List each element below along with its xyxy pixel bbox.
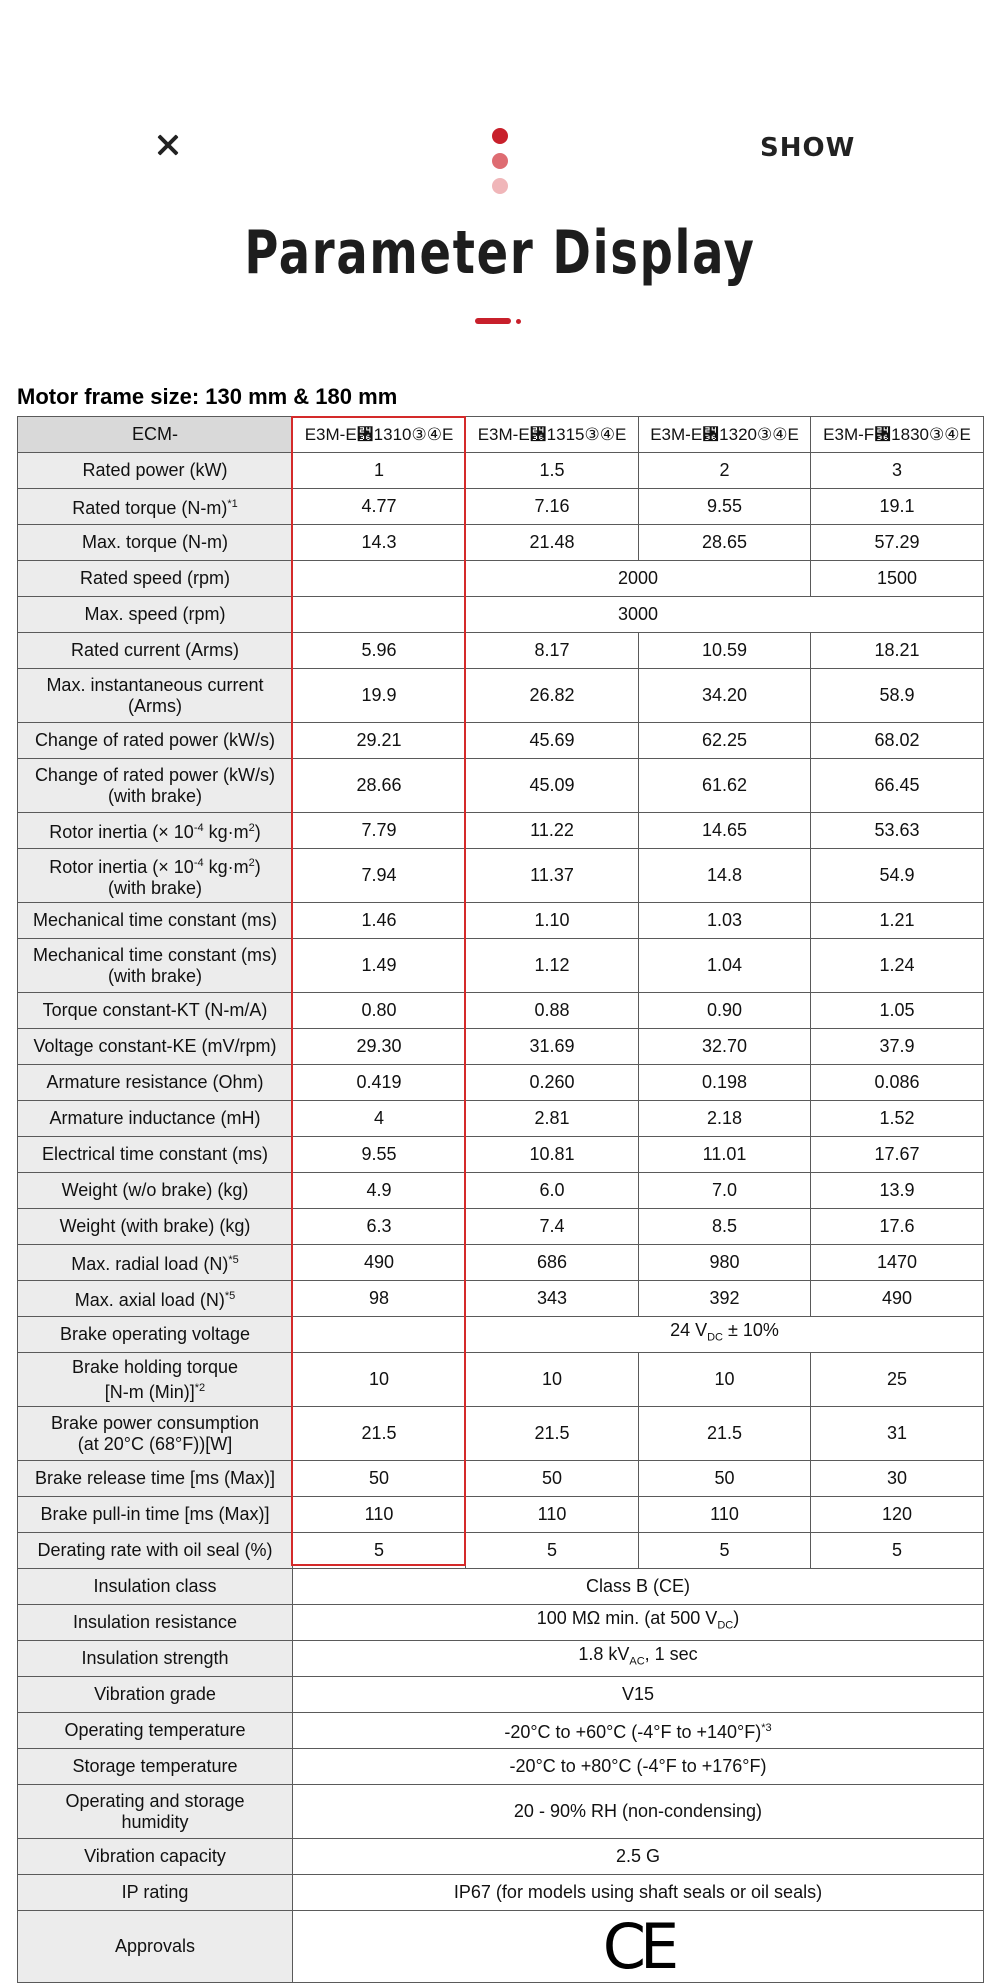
row-label-line: (with brake) bbox=[107, 965, 203, 986]
table-row bbox=[18, 1407, 984, 1461]
table-row bbox=[18, 1029, 984, 1065]
cell-value: 20 - 90% RH (non-condensing) bbox=[293, 1785, 984, 1839]
row-label-line: Mechanical time constant (ms) bbox=[32, 944, 278, 965]
cell-value: 2.5 G bbox=[293, 1839, 984, 1875]
cell-value: 1.03 bbox=[639, 903, 811, 939]
cell-value: 1.5 bbox=[466, 453, 639, 489]
model-header: E3M-E␶1320③④E bbox=[639, 417, 811, 453]
table-row bbox=[18, 1713, 984, 1749]
cell-value: 5 bbox=[811, 1533, 984, 1569]
cell-value: 1.49 bbox=[293, 939, 466, 993]
footnote-mark: *5 bbox=[228, 1254, 239, 1266]
table-row bbox=[18, 1497, 984, 1533]
row-label-text: Rotor inertia (× 10 bbox=[49, 822, 194, 842]
row-label: Armature resistance (Ohm) bbox=[18, 1065, 293, 1101]
cell-value: 19.9 bbox=[293, 669, 466, 723]
row-label bbox=[18, 1245, 293, 1281]
row-label: Electrical time constant (ms) bbox=[18, 1137, 293, 1173]
row-label bbox=[18, 939, 293, 993]
table-row bbox=[18, 993, 984, 1029]
table-header-row bbox=[18, 417, 984, 453]
row-label-line: Operating and storage bbox=[65, 1790, 245, 1811]
footnote-mark: *5 bbox=[224, 1290, 236, 1302]
cell-value: 98 bbox=[293, 1281, 466, 1317]
row-label: Rated speed (rpm) bbox=[18, 561, 293, 597]
cell-value: 1.52 bbox=[811, 1101, 984, 1137]
cell-value: 32.70 bbox=[639, 1029, 811, 1065]
model-header: E3M-F␶1830③④E bbox=[811, 417, 984, 453]
cell-value: 45.69 bbox=[466, 723, 639, 759]
cell-value: 0.80 bbox=[293, 993, 466, 1029]
table-row bbox=[18, 1065, 984, 1101]
dot-icon bbox=[492, 178, 508, 194]
close-icon[interactable] bbox=[152, 130, 184, 162]
table-row bbox=[18, 1911, 984, 1983]
cell-value: 2000 bbox=[466, 561, 811, 597]
cell-value: 120 bbox=[811, 1497, 984, 1533]
cell-value: 37.9 bbox=[811, 1029, 984, 1065]
cell-value: 25 bbox=[811, 1353, 984, 1407]
table-row bbox=[18, 813, 984, 849]
cell-value: 0.198 bbox=[639, 1065, 811, 1101]
dot-icon bbox=[492, 153, 508, 169]
cell-value: 1.21 bbox=[811, 903, 984, 939]
row-label bbox=[18, 489, 293, 525]
title-underline-dot bbox=[516, 319, 521, 324]
cell-value: 0.086 bbox=[811, 1065, 984, 1101]
row-label: Derating rate with oil seal (%) bbox=[18, 1533, 293, 1569]
table-row bbox=[18, 1677, 984, 1713]
top-bar bbox=[0, 0, 1000, 300]
row-label: Insulation strength bbox=[18, 1641, 293, 1677]
cell-value: 6.0 bbox=[466, 1173, 639, 1209]
value-text: , 1 sec bbox=[644, 1644, 698, 1665]
cell-value bbox=[293, 1641, 984, 1677]
row-label: Brake pull-in time [ms (Max)] bbox=[18, 1497, 293, 1533]
cell-value: 6.3 bbox=[293, 1209, 466, 1245]
row-label bbox=[18, 813, 293, 849]
cell-value: 18.21 bbox=[811, 633, 984, 669]
cell-value: 3000 bbox=[293, 597, 984, 633]
cell-value: 28.66 bbox=[293, 759, 466, 813]
row-label bbox=[18, 1785, 293, 1839]
cell-value: 53.63 bbox=[811, 813, 984, 849]
row-label-text: ) bbox=[254, 822, 261, 842]
cell-value: 1 bbox=[293, 453, 466, 489]
cell-value bbox=[293, 1713, 984, 1749]
cell-value: 1.04 bbox=[639, 939, 811, 993]
table-row bbox=[18, 1533, 984, 1569]
row-label: Storage temperature bbox=[18, 1749, 293, 1785]
table-row bbox=[18, 669, 984, 723]
cell-value: 686 bbox=[466, 1245, 639, 1281]
motor-frame-size-heading: Motor frame size: 130 mm & 180 mm bbox=[17, 384, 398, 409]
cell-value: 110 bbox=[639, 1497, 811, 1533]
cell-value: 8.17 bbox=[466, 633, 639, 669]
table-row bbox=[18, 1605, 984, 1641]
cell-value: 68.02 bbox=[811, 723, 984, 759]
cell-value: 28.65 bbox=[639, 525, 811, 561]
cell-value: 490 bbox=[293, 1245, 466, 1281]
cell-value: 57.29 bbox=[811, 525, 984, 561]
cell-value: 5 bbox=[293, 1533, 466, 1569]
row-label: Rated current (Arms) bbox=[18, 633, 293, 669]
row-label: Max. speed (rpm) bbox=[18, 597, 293, 633]
row-label-line: (with brake) bbox=[107, 785, 203, 806]
cell-value bbox=[293, 1317, 466, 1353]
cell-value: 17.6 bbox=[811, 1209, 984, 1245]
table-header-label: ECM- bbox=[18, 417, 293, 453]
row-label-line: (Arms) bbox=[128, 695, 182, 716]
table-row bbox=[18, 939, 984, 993]
table-row bbox=[18, 1875, 984, 1911]
table-row bbox=[18, 453, 984, 489]
row-label: Approvals bbox=[18, 1911, 293, 1983]
cell-value: 4.9 bbox=[293, 1173, 466, 1209]
parameter-table bbox=[17, 416, 984, 1983]
cell-value: 4.77 bbox=[293, 489, 466, 525]
cell-value: 7.94 bbox=[293, 849, 466, 903]
cell-value: 14.65 bbox=[639, 813, 811, 849]
subscript: DC bbox=[717, 1619, 734, 1632]
cell-value: 7.16 bbox=[466, 489, 639, 525]
row-label bbox=[18, 759, 293, 813]
cell-value: 14.3 bbox=[293, 525, 466, 561]
cell-value: Class B (CE) bbox=[293, 1569, 984, 1605]
row-label-line: [N-m (Min)] bbox=[104, 1381, 195, 1402]
cell-value: 10 bbox=[639, 1353, 811, 1407]
table-row bbox=[18, 1101, 984, 1137]
row-label: Vibration grade bbox=[18, 1677, 293, 1713]
cell-value: V15 bbox=[293, 1677, 984, 1713]
footnote-mark: *3 bbox=[761, 1722, 772, 1734]
table-row bbox=[18, 561, 984, 597]
cell-value: 54.9 bbox=[811, 849, 984, 903]
cell-value: 7.4 bbox=[466, 1209, 639, 1245]
cell-value: 13.9 bbox=[811, 1173, 984, 1209]
cell-value: 490 bbox=[811, 1281, 984, 1317]
row-label: Weight (with brake) (kg) bbox=[18, 1209, 293, 1245]
cell-value: 0.260 bbox=[466, 1065, 639, 1101]
table-row bbox=[18, 1461, 984, 1497]
row-label-line: Max. instantaneous current bbox=[46, 674, 264, 695]
table-row bbox=[18, 723, 984, 759]
value-text: 24 V bbox=[670, 1320, 708, 1341]
row-label-line: Change of rated power (kW/s) bbox=[34, 764, 276, 785]
row-label bbox=[18, 1281, 293, 1317]
cell-value: 10.81 bbox=[466, 1137, 639, 1173]
cell-value: 21.5 bbox=[466, 1407, 639, 1461]
table-row bbox=[18, 525, 984, 561]
row-label bbox=[18, 669, 293, 723]
value-text: 100 MΩ min. (at 500 V bbox=[536, 1608, 718, 1629]
cell-value bbox=[293, 1911, 984, 1983]
cell-value: 11.37 bbox=[466, 849, 639, 903]
cell-value: 1470 bbox=[811, 1245, 984, 1281]
row-label: Insulation class bbox=[18, 1569, 293, 1605]
value-text: ) bbox=[733, 1608, 740, 1629]
row-label: Brake release time [ms (Max)] bbox=[18, 1461, 293, 1497]
cell-value: 34.20 bbox=[639, 669, 811, 723]
row-label-text: Max. axial load (N) bbox=[74, 1290, 225, 1310]
table-row bbox=[18, 1749, 984, 1785]
cell-value bbox=[293, 561, 466, 597]
cell-value: 0.419 bbox=[293, 1065, 466, 1101]
row-label: Rated power (kW) bbox=[18, 453, 293, 489]
table-row bbox=[18, 1839, 984, 1875]
row-label: Insulation resistance bbox=[18, 1605, 293, 1641]
table-row bbox=[18, 633, 984, 669]
row-label bbox=[18, 1407, 293, 1461]
row-label: Vibration capacity bbox=[18, 1839, 293, 1875]
table-row bbox=[18, 1641, 984, 1677]
cell-value bbox=[293, 1605, 984, 1641]
row-label-text: Max. radial load (N) bbox=[71, 1254, 229, 1274]
cell-value: 31 bbox=[811, 1407, 984, 1461]
cell-value: 392 bbox=[639, 1281, 811, 1317]
cell-value: 110 bbox=[466, 1497, 639, 1533]
row-label: Max. torque (N-m) bbox=[18, 525, 293, 561]
cell-value: 30 bbox=[811, 1461, 984, 1497]
table-row bbox=[18, 1785, 984, 1839]
table-row bbox=[18, 1173, 984, 1209]
cell-value: 21.5 bbox=[293, 1407, 466, 1461]
cell-value: 9.55 bbox=[293, 1137, 466, 1173]
cell-value: 1.10 bbox=[466, 903, 639, 939]
cell-value: 10 bbox=[293, 1353, 466, 1407]
title-underline bbox=[475, 318, 511, 324]
superscript: -4 bbox=[193, 822, 204, 834]
cell-value: 0.88 bbox=[466, 993, 639, 1029]
cell-value: 21.48 bbox=[466, 525, 639, 561]
cell-value: 11.01 bbox=[639, 1137, 811, 1173]
ce-mark-icon: CE bbox=[602, 1909, 674, 1983]
row-label bbox=[18, 1353, 293, 1407]
subscript: AC bbox=[629, 1655, 645, 1668]
row-label-line: (at 20°C (68°F))[W] bbox=[77, 1433, 233, 1454]
table-row bbox=[18, 1137, 984, 1173]
cell-value: 1500 bbox=[811, 561, 984, 597]
cell-value: 31.69 bbox=[466, 1029, 639, 1065]
cell-value: 7.0 bbox=[639, 1173, 811, 1209]
superscript: 2 bbox=[248, 856, 255, 869]
value-text: -20°C to +60°C (-4°F to +140°F) bbox=[504, 1722, 762, 1742]
table-row bbox=[18, 849, 984, 903]
cell-value: 21.5 bbox=[639, 1407, 811, 1461]
cell-value: 3 bbox=[811, 453, 984, 489]
row-label: Mechanical time constant (ms) bbox=[18, 903, 293, 939]
cell-value: 26.82 bbox=[466, 669, 639, 723]
row-label-text: Rotor inertia (× 10 bbox=[49, 856, 194, 877]
dot-icon bbox=[492, 128, 508, 144]
cell-value: 45.09 bbox=[466, 759, 639, 813]
cell-value: 17.67 bbox=[811, 1137, 984, 1173]
row-label-line: Brake power consumption bbox=[50, 1412, 260, 1433]
cell-value: 11.22 bbox=[466, 813, 639, 849]
cell-value: 980 bbox=[639, 1245, 811, 1281]
show-button[interactable]: SHOW bbox=[760, 133, 856, 163]
row-label-text: Rated torque (N-m) bbox=[72, 498, 228, 518]
row-label-text: ) bbox=[254, 856, 261, 877]
cell-value: 14.8 bbox=[639, 849, 811, 903]
row-label-line: humidity bbox=[121, 1811, 189, 1832]
cell-value: 1.05 bbox=[811, 993, 984, 1029]
table-row bbox=[18, 1317, 984, 1353]
row-label: IP rating bbox=[18, 1875, 293, 1911]
table-row bbox=[18, 1209, 984, 1245]
model-header: E3M-E␶1315③④E bbox=[466, 417, 639, 453]
row-label-line: (with brake) bbox=[107, 877, 203, 898]
cell-value: 58.9 bbox=[811, 669, 984, 723]
cell-value: 7.79 bbox=[293, 813, 466, 849]
row-label bbox=[18, 849, 293, 903]
value-text: 1.8 kV bbox=[578, 1644, 630, 1665]
cell-value: 2.18 bbox=[639, 1101, 811, 1137]
cell-value: IP67 (for models using shaft seals or oil seals) bbox=[293, 1875, 984, 1911]
cell-value: 343 bbox=[466, 1281, 639, 1317]
cell-value: 66.45 bbox=[811, 759, 984, 813]
cell-value: 50 bbox=[466, 1461, 639, 1497]
three-dots-icon[interactable] bbox=[489, 128, 511, 198]
row-label: Torque constant-KT (N-m/A) bbox=[18, 993, 293, 1029]
row-label: Armature inductance (mH) bbox=[18, 1101, 293, 1137]
cell-value: 19.1 bbox=[811, 489, 984, 525]
cell-value: 29.30 bbox=[293, 1029, 466, 1065]
row-label: Weight (w/o brake) (kg) bbox=[18, 1173, 293, 1209]
cell-value: 29.21 bbox=[293, 723, 466, 759]
cell-value: 62.25 bbox=[639, 723, 811, 759]
superscript: 2 bbox=[248, 822, 255, 834]
row-label: Voltage constant-KE (mV/rpm) bbox=[18, 1029, 293, 1065]
page-title: Parameter Display bbox=[244, 218, 756, 288]
value-text: ± 10% bbox=[723, 1320, 779, 1341]
table-row bbox=[18, 1245, 984, 1281]
cell-value: 0.90 bbox=[639, 993, 811, 1029]
cell-value: 4 bbox=[293, 1101, 466, 1137]
footnote-mark: *1 bbox=[227, 498, 238, 510]
table-row bbox=[18, 1353, 984, 1407]
cell-value: 5 bbox=[639, 1533, 811, 1569]
subscript: DC bbox=[707, 1331, 723, 1344]
cell-value: 1.24 bbox=[811, 939, 984, 993]
cell-value: 50 bbox=[639, 1461, 811, 1497]
cell-value: 2 bbox=[639, 453, 811, 489]
cell-value: 10 bbox=[466, 1353, 639, 1407]
footnote-mark: *2 bbox=[194, 1381, 206, 1394]
table-row bbox=[18, 1281, 984, 1317]
cell-value: 50 bbox=[293, 1461, 466, 1497]
row-label: Operating temperature bbox=[18, 1713, 293, 1749]
row-label: Change of rated power (kW/s) bbox=[18, 723, 293, 759]
cell-value: 110 bbox=[293, 1497, 466, 1533]
cell-value: -20°C to +80°C (-4°F to +176°F) bbox=[293, 1749, 984, 1785]
table-row bbox=[18, 759, 984, 813]
cell-value: 1.12 bbox=[466, 939, 639, 993]
table-row bbox=[18, 489, 984, 525]
cell-value: 2.81 bbox=[466, 1101, 639, 1137]
row-label-text: kg·m bbox=[203, 822, 249, 842]
cell-value: 5.96 bbox=[293, 633, 466, 669]
cell-value: 10.59 bbox=[639, 633, 811, 669]
row-label-line: Brake holding torque bbox=[71, 1356, 239, 1377]
table-row bbox=[18, 1569, 984, 1605]
cell-value: 61.62 bbox=[639, 759, 811, 813]
cell-value: 8.5 bbox=[639, 1209, 811, 1245]
row-label: Brake operating voltage bbox=[18, 1317, 293, 1353]
cell-value: 9.55 bbox=[639, 489, 811, 525]
row-label-text: kg·m bbox=[203, 856, 249, 877]
cell-value: 1.46 bbox=[293, 903, 466, 939]
superscript: -4 bbox=[193, 856, 204, 869]
table-row bbox=[18, 903, 984, 939]
cell-value: 5 bbox=[466, 1533, 639, 1569]
model-header: E3M-E␶1310③④E bbox=[293, 417, 466, 453]
table-row bbox=[18, 597, 984, 633]
cell-value bbox=[466, 1317, 984, 1353]
